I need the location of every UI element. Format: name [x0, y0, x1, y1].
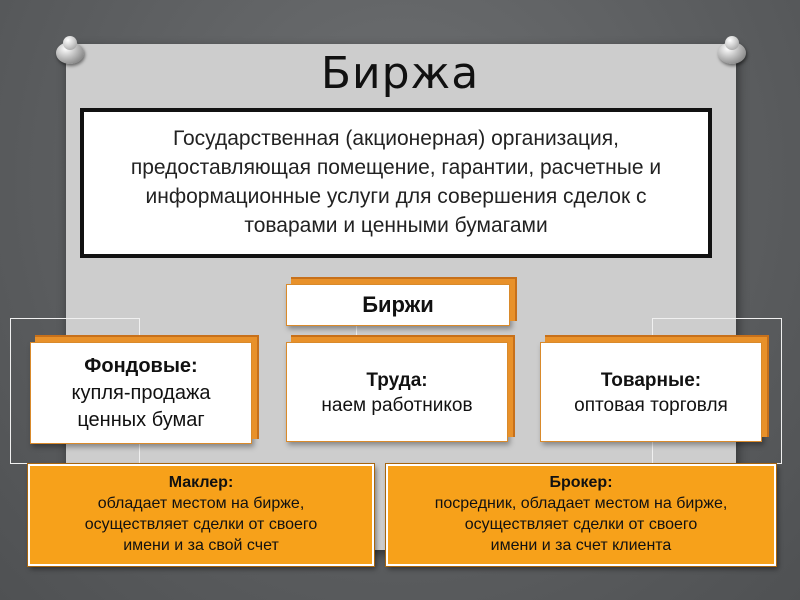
type-node-stock [30, 342, 252, 444]
slide-title: Биржа [320, 48, 480, 99]
role-desc-line: обладает местом на бирже, [97, 495, 305, 512]
type-node-commodity [540, 342, 762, 442]
role-desc-line: осуществляет сделки от своего [464, 516, 698, 533]
type-desc-line: наем работников [321, 395, 473, 416]
definition-box [80, 108, 712, 258]
role-desc-line: имени и за свой счет [123, 537, 279, 554]
definition-line: Государственная (акционерная) организация, [173, 127, 619, 150]
type-name: Фондовые: [84, 355, 198, 377]
root-node [286, 284, 510, 326]
type-desc-line: оптовая торговля [574, 395, 728, 416]
role-box-makler [28, 464, 374, 566]
type-name: Труда: [366, 370, 428, 391]
role-desc-line: посредник, обладает местом на бирже, [434, 495, 728, 512]
role-name: Брокер: [549, 474, 613, 491]
definition-line: информационные услуги для совершения сделок с [145, 185, 647, 208]
role-desc-line: имени и за счет клиента [490, 537, 672, 554]
role-box-broker [386, 464, 776, 566]
type-desc-line: купля-продажа [71, 382, 211, 404]
type-name: Товарные: [600, 370, 702, 391]
role-name: Маклер: [168, 474, 234, 491]
definition-line: товарами и ценными бумагами [244, 214, 548, 237]
root-label: Биржи [362, 292, 434, 317]
type-node-labor [286, 342, 508, 442]
definition-line: предоставляющая помещение, гарантии, расчетные и [130, 156, 662, 179]
role-desc-line: осуществляет сделки от своего [84, 516, 318, 533]
definition-text [84, 124, 708, 240]
type-desc-line: ценных бумаг [77, 409, 205, 431]
